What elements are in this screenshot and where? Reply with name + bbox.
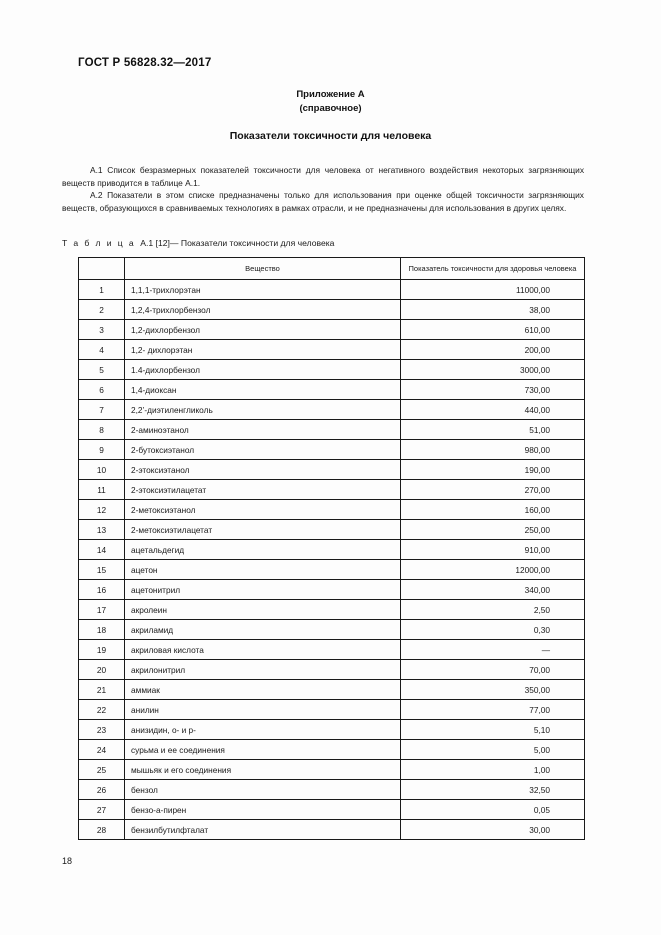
cell-number: 13 (79, 520, 125, 540)
cell-number: 19 (79, 640, 125, 660)
cell-number: 18 (79, 620, 125, 640)
cell-number: 6 (79, 380, 125, 400)
cell-substance: 1,2- дихлорэтан (125, 340, 401, 360)
header-indicator: Показатель токсичности для здоровья человека (401, 258, 585, 280)
table-caption (62, 238, 334, 248)
cell-substance: 2-бутоксиэтанол (125, 440, 401, 460)
cell-number: 17 (79, 600, 125, 620)
table-row (79, 660, 585, 680)
cell-substance: 1,2,4-трихлорбензол (125, 300, 401, 320)
table-row (79, 340, 585, 360)
cell-substance: ацетонитрил (125, 580, 401, 600)
cell-indicator-value: 11000,00 (401, 280, 585, 300)
cell-indicator-value: 1,00 (401, 760, 585, 780)
table-row (79, 400, 585, 420)
table-row (79, 320, 585, 340)
cell-number: 2 (79, 300, 125, 320)
cell-indicator-value: 190,00 (401, 460, 585, 480)
cell-number: 3 (79, 320, 125, 340)
cell-substance: 1.4-дихлорбензол (125, 360, 401, 380)
cell-substance: акриловая кислота (125, 640, 401, 660)
table-caption-label: Т а б л и ц а (62, 238, 136, 248)
table-row (79, 560, 585, 580)
table-row (79, 540, 585, 560)
table-row (79, 420, 585, 440)
cell-number: 27 (79, 800, 125, 820)
cell-substance: 2-этоксиэтанол (125, 460, 401, 480)
cell-number: 25 (79, 760, 125, 780)
cell-number: 9 (79, 440, 125, 460)
cell-indicator-value: — (401, 640, 585, 660)
standard-identifier: ГОСТ Р 56828.32—2017 (78, 57, 212, 69)
cell-substance: акрилонитрил (125, 660, 401, 680)
cell-number: 15 (79, 560, 125, 580)
appendix-heading-block (0, 88, 661, 116)
cell-indicator-value: 5,00 (401, 740, 585, 760)
table-row (79, 820, 585, 840)
cell-indicator-value: 730,00 (401, 380, 585, 400)
cell-number: 10 (79, 460, 125, 480)
table-row (79, 800, 585, 820)
table-row (79, 360, 585, 380)
cell-number: 21 (79, 680, 125, 700)
body-paragraphs (62, 164, 584, 214)
cell-indicator-value: 270,00 (401, 480, 585, 500)
cell-indicator-value: 32,50 (401, 780, 585, 800)
cell-substance: ацетальдегид (125, 540, 401, 560)
cell-number: 20 (79, 660, 125, 680)
cell-substance: 2-метоксиэтилацетат (125, 520, 401, 540)
header-number (79, 258, 125, 280)
cell-substance: ацетон (125, 560, 401, 580)
cell-substance: 2-этоксиэтилацетат (125, 480, 401, 500)
table-row (79, 380, 585, 400)
cell-number: 5 (79, 360, 125, 380)
cell-number: 16 (79, 580, 125, 600)
cell-substance: анизидин, о- и р- (125, 720, 401, 740)
table-row (79, 520, 585, 540)
cell-substance: аммиак (125, 680, 401, 700)
cell-number: 7 (79, 400, 125, 420)
cell-number: 11 (79, 480, 125, 500)
appendix-subtitle: (справочное) (299, 103, 362, 114)
cell-indicator-value: 30,00 (401, 820, 585, 840)
cell-substance: бензилбутилфталат (125, 820, 401, 840)
cell-number: 22 (79, 700, 125, 720)
cell-number: 12 (79, 500, 125, 520)
cell-indicator-value: 980,00 (401, 440, 585, 460)
cell-indicator-value: 3000,00 (401, 360, 585, 380)
cell-indicator-value: 200,00 (401, 340, 585, 360)
header-substance: Вещество (125, 258, 401, 280)
table-row (79, 580, 585, 600)
cell-indicator-value: 340,00 (401, 580, 585, 600)
table-row (79, 640, 585, 660)
table-row (79, 460, 585, 480)
table-row (79, 680, 585, 700)
cell-indicator-value: 350,00 (401, 680, 585, 700)
cell-indicator-value: 0,05 (401, 800, 585, 820)
cell-number: 4 (79, 340, 125, 360)
table-row (79, 600, 585, 620)
cell-indicator-value: 2,50 (401, 600, 585, 620)
cell-substance: 2-аминоэтанол (125, 420, 401, 440)
table-row (79, 500, 585, 520)
table-row (79, 740, 585, 760)
cell-substance: бензо-а-пирен (125, 800, 401, 820)
cell-substance: 1,4-диоксан (125, 380, 401, 400)
cell-indicator-value: 610,00 (401, 320, 585, 340)
cell-indicator-value: 440,00 (401, 400, 585, 420)
cell-substance: акриламид (125, 620, 401, 640)
cell-number: 1 (79, 280, 125, 300)
cell-substance: акролеин (125, 600, 401, 620)
cell-indicator-value: 910,00 (401, 540, 585, 560)
paragraph-a1: А.1 Список безразмерных показателей токсичности для человека от негативного воздействия некоторых загрязняющих веществ приводится в таблице А.1. (62, 165, 584, 188)
cell-number: 24 (79, 740, 125, 760)
cell-indicator-value: 0,30 (401, 620, 585, 640)
cell-substance: 1,1,1-трихлорэтан (125, 280, 401, 300)
cell-substance: 2-метоксиэтанол (125, 500, 401, 520)
section-heading: Показатели токсичности для человека (229, 130, 432, 142)
paragraph-a2: А.2 Показатели в этом списке предназначены только для использования при оценке общей токсичности загрязняющих веществ, образующихся в сравниваемых технологиях в рамках отрасли, и не предназначены для использования в других целях. (62, 190, 584, 213)
table-row (79, 480, 585, 500)
table-row (79, 720, 585, 740)
cell-number: 23 (79, 720, 125, 740)
cell-indicator-value: 38,00 (401, 300, 585, 320)
cell-substance: сурьма и ее соединения (125, 740, 401, 760)
table-row (79, 300, 585, 320)
cell-indicator-value: 250,00 (401, 520, 585, 540)
cell-indicator-value: 70,00 (401, 660, 585, 680)
table-head (79, 258, 585, 280)
cell-indicator-value: 51,00 (401, 420, 585, 440)
cell-substance: 2,2’-диэтиленгликоль (125, 400, 401, 420)
cell-substance: мышьяк и его соединения (125, 760, 401, 780)
table-caption-text: — Показатели токсичности для человека (169, 238, 335, 248)
cell-substance: 1,2-дихлорбензол (125, 320, 401, 340)
cell-number: 26 (79, 780, 125, 800)
cell-number: 8 (79, 420, 125, 440)
cell-indicator-value: 160,00 (401, 500, 585, 520)
table-row (79, 780, 585, 800)
appendix-title: Приложение А (296, 89, 365, 100)
table-caption-number: А.1 [12] (140, 238, 170, 248)
cell-indicator-value: 77,00 (401, 700, 585, 720)
toxicity-table (78, 257, 585, 840)
table-body (79, 280, 585, 840)
cell-indicator-value: 12000,00 (401, 560, 585, 580)
page-number: 18 (62, 856, 73, 866)
table-header-row (79, 258, 585, 280)
cell-substance: анилин (125, 700, 401, 720)
table-row (79, 440, 585, 460)
table-row (79, 620, 585, 640)
cell-number: 14 (79, 540, 125, 560)
table-row (79, 760, 585, 780)
cell-number: 28 (79, 820, 125, 840)
cell-substance: бензол (125, 780, 401, 800)
table-row (79, 700, 585, 720)
cell-indicator-value: 5,10 (401, 720, 585, 740)
table-row (79, 280, 585, 300)
